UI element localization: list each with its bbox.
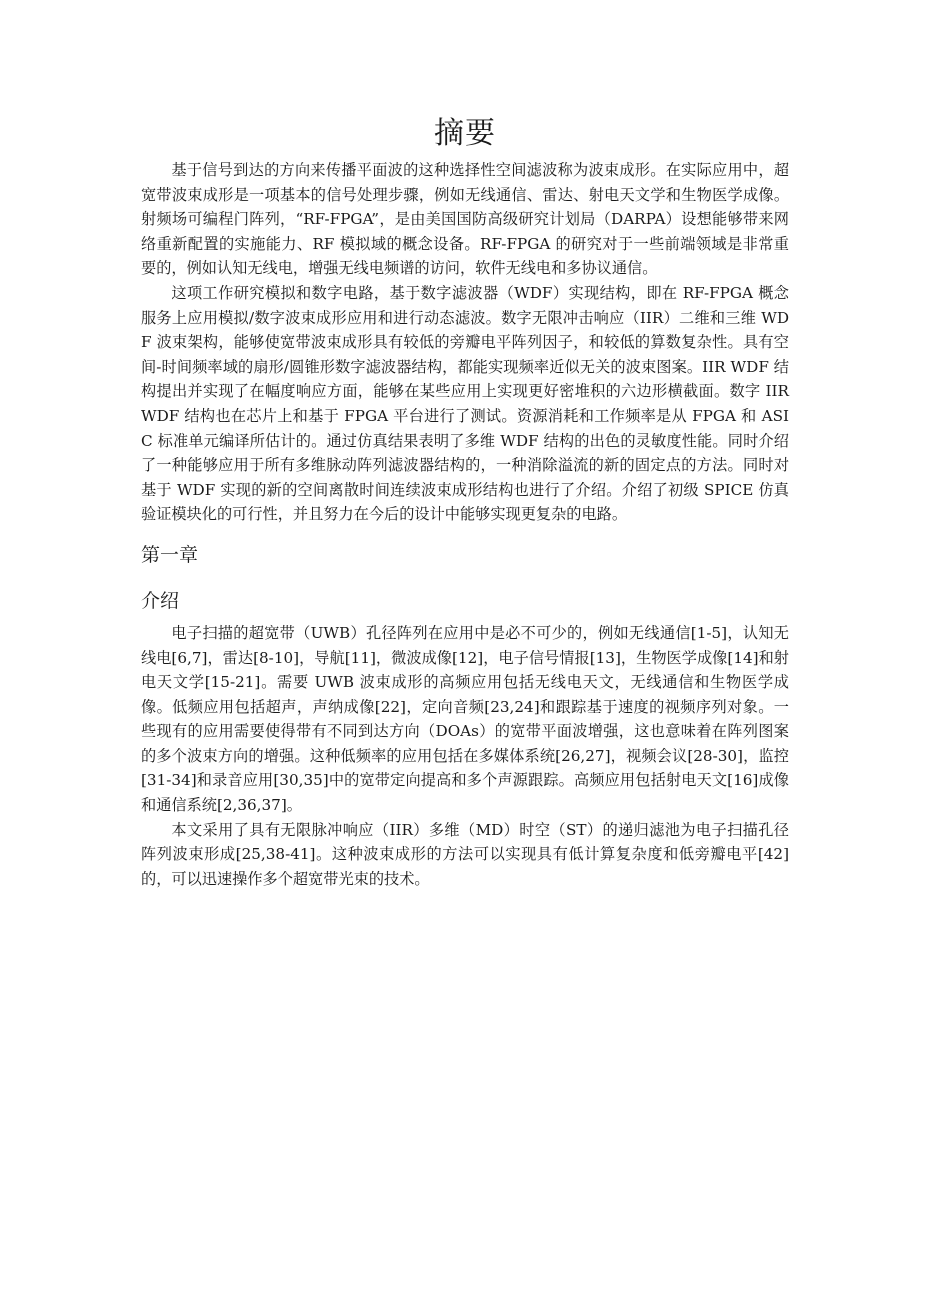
document-page: [141, 112, 789, 891]
chapter-title: 介绍: [141, 589, 180, 612]
intro-paragraph-2: 本文采用了具有无限脉冲响应（IIR）多维（MD）时空（ST）的递归滤池为电子扫描孔径阵列波束形成[25,38-41]。这种波束成形的方法可以实现具有低计算复杂度和低旁瓣电平[42]的，可以迅速操作多个超宽带光束的技术。: [141, 820, 789, 888]
abstract-paragraph-2: 这项工作研究模拟和数字电路，基于数字滤波器（WDF）实现结构，即在 RF-FPGA 概念服务上应用模拟/数字波束成形应用和进行动态滤波。数字无限冲击响应（IIR）二维和三维 WDF 波束架构，能够使宽带波束成形具有较低的旁瓣电平阵列因子，和较低的算数复杂性。具有空间-时间频率域的扇形/圆锥形数字滤波器结构，都能实现频率近似无关的波束图案。IIR WDF 结构提出并实现了在幅度响应方面，能够在某些应用上实现更好密堆积的六边形横截面。数字 IIR WDF 结构也在芯片上和基于 FPGA 平台进行了测试。资源消耗和工作频率是从 FPGA 和 ASIC 标准单元编译所估计的。通过仿真结果表明了多维 WDF 结构的出色的灵敏度性能。同时介绍了一种能够应用于所有多维脉动阵列滤波器结构的，一种消除溢流的新的固定点的方法。同时对基于 WDF 实现的新的空间离散时间连续波束成形结构也进行了介绍。介绍了初级 SPICE 仿真验证模块化的可行性，并且努力在今后的设计中能够实现更复杂的电路。: [141, 283, 789, 524]
chapter-label: 第一章: [141, 543, 199, 566]
abstract-paragraph-1: 基于信号到达的方向来传播平面波的这种选择性空间滤波称为波束成形。在实际应用中，超宽带波束成形是一项基本的信号处理步骤，例如无线通信、雷达、射电天文学和生物医学成像。射频场可编程门阵列，“RF-FPGA”，是由美国国防高级研究计划局（DARPA）设想能够带来网络重新配置的实施能力、RF 模拟域的概念设备。RF-FPGA 的研究对于一些前端领域是非常重要的，例如认知无线电，增强无线电频谱的访问，软件无线电和多协议通信。: [141, 161, 789, 278]
intro-paragraph-1: 电子扫描的超宽带（UWB）孔径阵列在应用中是必不可少的，例如无线通信[1-5]，认知无线电[6,7]，雷达[8-10]，导航[11]，微波成像[12]，电子信号情报[13]，生物医学成像[14]和射电天文学[15-21]。需要 UWB 波束成形的高频应用包括无线电天文，无线通信和生物医学成像。低频应用包括超声，声纳成像[22]，定向音频[23,24]和跟踪基于速度的视频序列对象。一些现有的应用需要使得带有不同到达方向（DOAs）的宽带平面波增强，这也意味着在阵列图案的多个波束方向的增强。这种低频率的应用包括在多媒体系统[26,27]，视频会议[28-30]，监控[31-34]和录音应用[30,35]中的宽带定向提高和多个声源跟踪。高频应用包括射电天文[16]成像和通信系统[2,36,37]。: [141, 623, 789, 815]
abstract-title: 摘要: [434, 116, 496, 151]
